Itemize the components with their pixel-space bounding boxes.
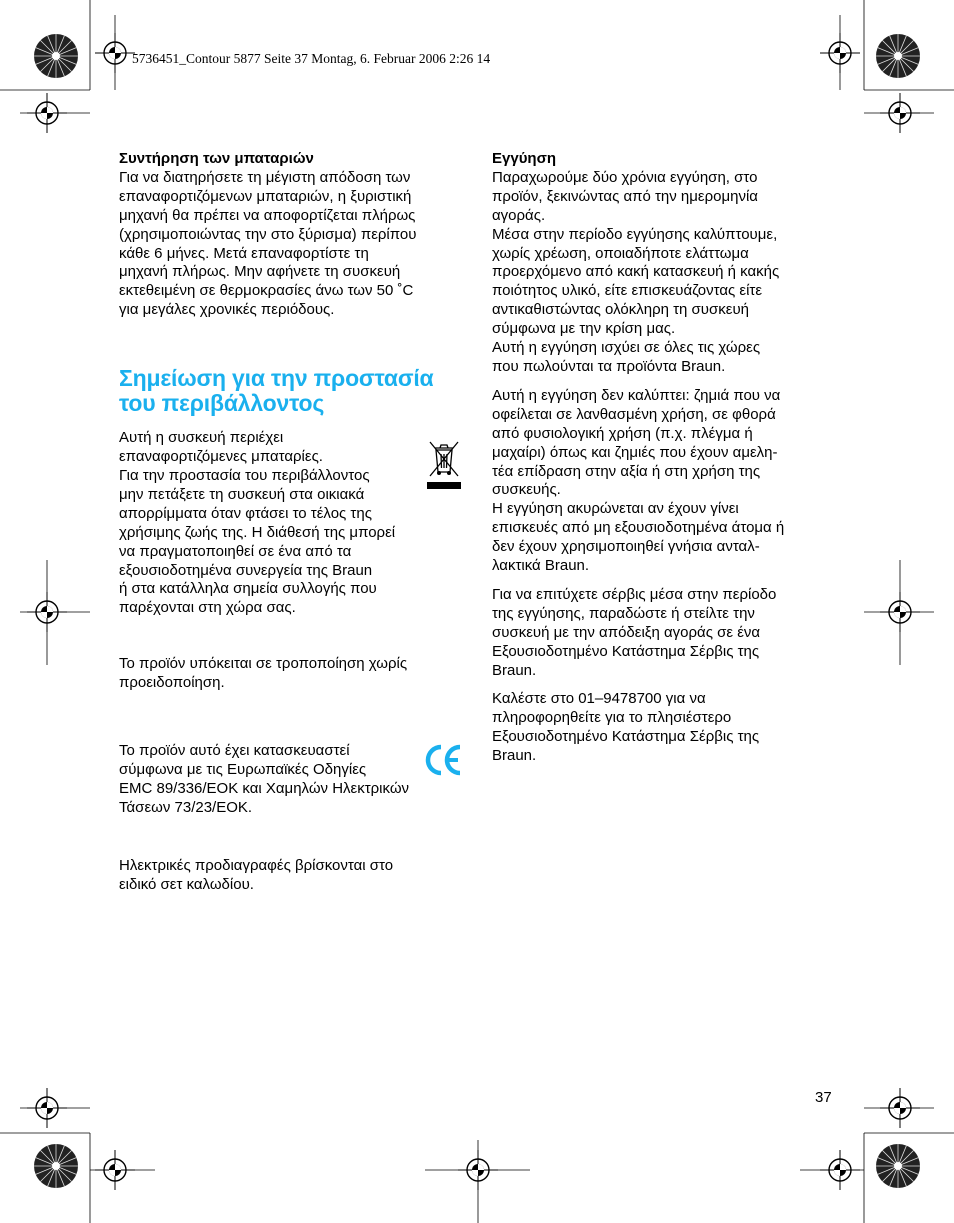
print-slug: 5736451_Contour 5877 Seite 37 Montag, 6. Februar 2006 2:26 14 [132, 51, 491, 66]
warranty-terms: Παραχωρούμε δύο χρόνια εγγύηση, στο προϊόν, ξεκινώντας από την ημερομηνία αγοράς. Μέσα στην περίοδο εγγύησης καλύπτουμε, χωρίς χρέωση, οποιαδήποτε ελάττωμα προερχόμενο από κακή κατασκευή ή κακής ποιότητος υλικό, είτε επισκευάζοντας είτε αντικαθιστώντας ολόκληρη τη συσκευή σύμφωνα με την κρίση μας. Αυτή η εγγύηση ισχύει σε όλες τις χώρες που πωλούνται τα προϊόντα Braun. [492, 168, 780, 375]
weee-bin-icon [426, 438, 462, 490]
electrical-specs-note: Ηλεκτρικές προδιαγραφές βρίσκονται στο ειδικό σετ καλωδίου. [119, 856, 394, 893]
page-number: 37 [815, 1089, 832, 1106]
environment-body: Αυτή η συσκευή περιέχει επαναφορτιζόμενες μπαταρίες. Για την προστασία του περιβάλλοντος μην πετάξετε τη συσκευή στα οικιακά απορρίμματα όταν φτάσει το τέλος της χρήσιμης ζωής της. Η διάθεσή της μπορεί να πραγματοποιηθεί σε ένα από τα εξουσιοδοτημένα συνεργεία της Braun ή στα κατάλληλα σημεία συλλογής που παρέχονται στη χώρα σας. [119, 429, 396, 617]
warranty-heading: Εγγύηση [492, 150, 557, 167]
warranty-phone: Καλέστε στο 01–9478700 για να πληροφορηθείτε για το πλησιέστερο Εξουσιοδοτημένο Κατάστημα Σέρβις της Braun. [492, 690, 760, 765]
battery-care-body: Για να διατηρήσετε τη μέγιστη απόδοση των επαναφορτιζόμενων μπαταριών, η ξυριστική μηχανή θα πρέπει να αποφορτίζεται πλήρως (χρησιμοποιώντας την στο ξύρισμα) περίπου κάθε 6 μήνες. Μετά επαναφορτίστε τη μηχανή πλήρως. Μην αφήνετε τη συσκευή εκτεθειμένη σε θερμοκρασίες άνω των 50 ˚C για μεγάλες χρονικές περιόδους. [119, 168, 417, 319]
left-column [119, 150, 464, 894]
warranty-exclusions: Αυτή η εγγύηση δεν καλύπτει: ζημιά που να οφείλεται σε λανθασμένη χρήση, σε φθορά από φυσιολογική χρήση (π.χ. πλέγμα ή μαχαίρι) όπως και ζημιές που έχουν αμελη- τέα επίδραση στην αξία ή στη χρήση της συσκευής. Η εγγύηση ακυρώνεται αν έχουν γίνει επισκευές από μη εξουσιοδοτημένα άτομα ή δεν έχουν χρησιμοποιηθεί γνήσια ανταλ- λακτικά Braun. [492, 386, 785, 575]
ce-conformity-text: Το προϊόν αυτό έχει κατασκευαστεί σύμφωνα με τις Ευρωπαϊκές Οδηγίες EMC 89/336/EOK και Χαμηλών Ηλεκτρικών Τάσεων 73/23/EOK. [119, 742, 410, 816]
environment-heading: Σημείωση για την προστασία του περιβάλλοντος [119, 365, 434, 417]
battery-care-heading: Συντήρηση των μπαταριών [119, 150, 314, 167]
modification-notice: Το προϊόν υπόκειται σε τροποποίηση χωρίς προειδοποίηση. [119, 655, 408, 692]
right-column [492, 150, 837, 766]
warranty-service: Για να επιτύχετε σέρβις μέσα στην περίοδο της εγγύησης, παραδώστε ή στείλτε την συσκευή με την απόδειξη αγοράς σε ένα Εξουσιοδοτημένο Κατάστημα Σέρβις της Braun. [492, 585, 777, 679]
ce-mark-icon [423, 743, 463, 777]
